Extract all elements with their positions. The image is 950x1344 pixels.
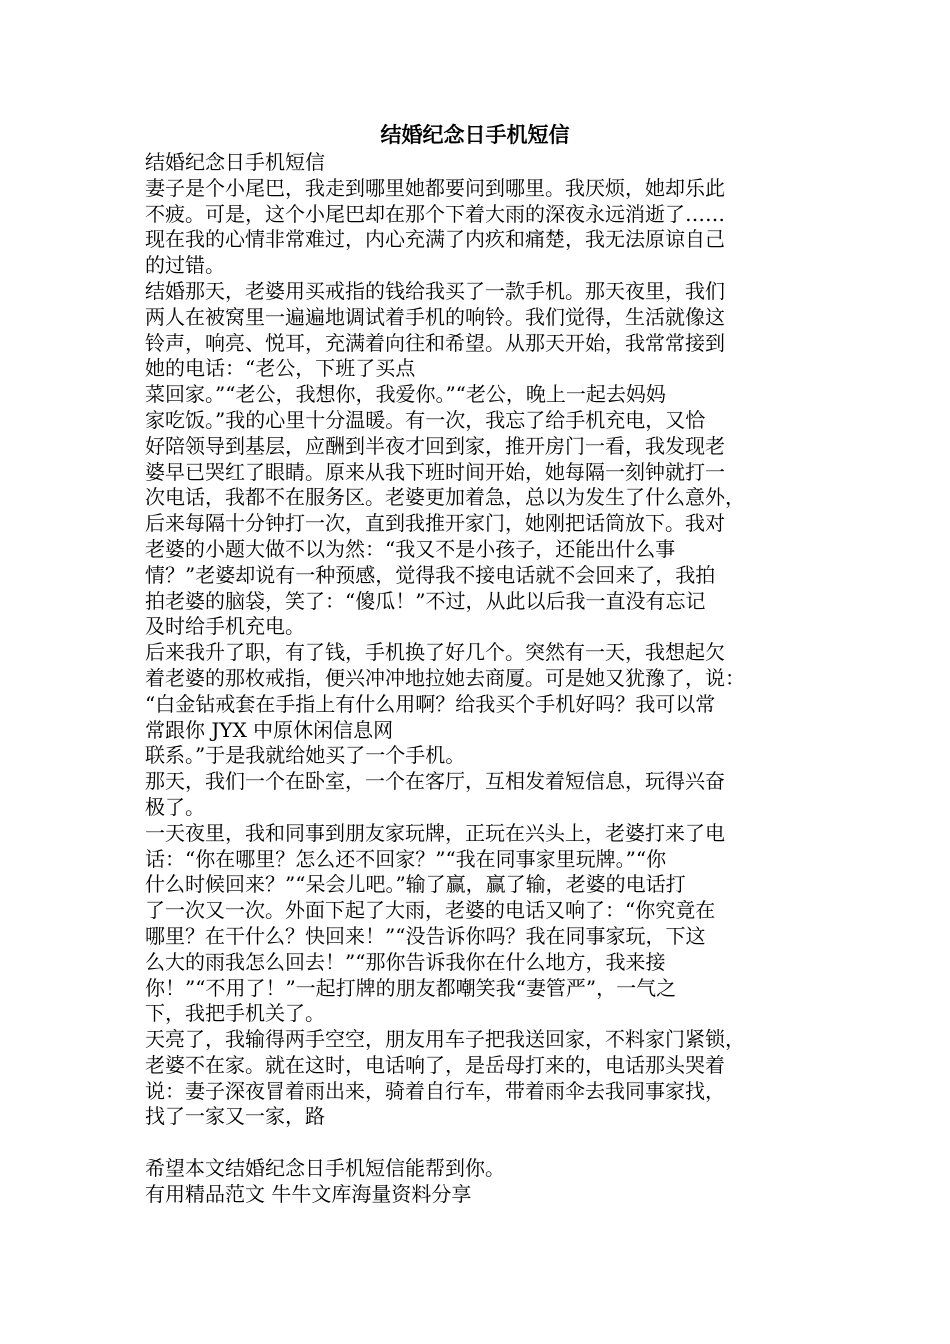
footer-line: 希望本文结婚纪念日手机短信能帮到你。 <box>145 1156 505 1181</box>
body-line: 结婚纪念日手机短信 <box>145 150 325 174</box>
body-line: 她的电话：“老公，下班了买点 <box>145 356 416 381</box>
body-line: 后来我升了职，有了钱，手机换了好几个。突然有一天，我想起欠 <box>145 640 725 665</box>
body-line: 话：“你在哪里？怎么还不回家？”“我在同事家里玩牌。”“你 <box>145 846 667 871</box>
body-line: 一天夜里，我和同事到朋友家玩牌，正玩在兴头上，老婆打来了电 <box>145 820 725 845</box>
body-line: 着老婆的那枚戒指，便兴冲冲地拉她去商厦。可是她又犹豫了，说： <box>145 665 745 690</box>
body-line: 你！”“不用了！”一起打牌的朋友都嘲笑我“妻管严”，一气之 <box>145 975 677 1000</box>
body-line: 那天，我们一个在卧室，一个在客厅，互相发着短信息，玩得兴奋 <box>145 769 725 794</box>
body-line: 常跟你 JYX 中原休闲信息网 <box>145 717 394 742</box>
body-line: 不疲。可是，这个小尾巴却在那个下着大雨的深夜永远消逝了…… <box>145 201 725 226</box>
body-line: 情？”老婆却说有一种预感，觉得我不接电话就不会回来了，我拍 <box>145 562 716 587</box>
body-line: 好陪领导到基层，应酬到半夜才回到家，推开房门一看，我发现老 <box>145 433 725 458</box>
body-line: 哪里？在干什么？快回来！”“没告诉你吗？我在同事家玩，下这 <box>145 923 706 948</box>
body-line: 拍老婆的脑袋，笑了：“傻瓜！”不过，从此以后我一直没有忘记 <box>145 588 706 613</box>
body-line: 及时给手机充电。 <box>145 614 305 639</box>
body-line: 说：妻子深夜冒着雨出来，骑着自行车，带着雨伞去我同事家找， <box>145 1078 725 1103</box>
body-line: 铃声，响亮、悦耳，充满着向往和希望。从那天开始，我常常接到 <box>145 330 725 355</box>
body-line: 老婆不在家。就在这时，电话响了，是岳母打来的，电话那头哭着 <box>145 1052 725 1077</box>
body-line: 现在我的心情非常难过，内心充满了内疚和痛楚，我无法原谅自己 <box>145 227 725 252</box>
body-line: 下，我把手机关了。 <box>145 1001 325 1026</box>
body-line: “白金钻戒套在手指上有什么用啊？给我买个手机好吗？我可以常 <box>145 691 716 716</box>
body-line: 两人在被窝里一遍遍地调试着手机的响铃。我们觉得，生活就像这 <box>145 304 725 329</box>
body-line: 的过错。 <box>145 253 225 278</box>
body-line: 家吃饭。”我的心里十分温暖。有一次，我忘了给手机充电，又恰 <box>145 407 706 432</box>
body-line: 么大的雨我怎么回去！”“那你告诉我你在什么地方，我来接 <box>145 949 666 974</box>
body-line: 天亮了，我输得两手空空，朋友用车子把我送回家，不料家门紧锁， <box>145 1027 745 1052</box>
footer-line: 有用精品范文 牛牛文库海量资料分享 <box>145 1181 472 1206</box>
document-body <box>145 150 805 1208</box>
body-line: 老婆的小题大做不以为然：“我又不是小孩子，还能出什么事 <box>145 536 676 561</box>
body-line: 极了。 <box>145 794 205 819</box>
body-line: 什么时候回来？”“呆会儿吧。”输了赢，赢了输，老婆的电话打 <box>145 872 686 897</box>
body-line: 后来每隔十分钟打一次，直到我推开家门，她刚把话筒放下。我对 <box>145 511 725 536</box>
body-line: 婆早已哭红了眼睛。原来从我下班时间开始，她每隔一刻钟就打一 <box>145 459 725 484</box>
body-line: 菜回家。”“老公，我想你，我爱你。”“老公，晚上一起去妈妈 <box>145 382 666 407</box>
body-line: 妻子是个小尾巴，我走到哪里她都要问到哪里。我厌烦，她却乐此 <box>145 175 725 200</box>
body-line: 找了一家又一家，路 <box>145 1104 325 1129</box>
body-line: 联系。”于是我就给她买了一个手机。 <box>145 743 466 768</box>
document-title: 结婚纪念日手机短信 <box>380 123 570 147</box>
body-line: 次电话，我都不在服务区。老婆更加着急，总以为发生了什么意外， <box>145 485 745 510</box>
paragraph-gap <box>145 1130 805 1156</box>
body-line: 结婚那天，老婆用买戒指的钱给我买了一款手机。那天夜里，我们 <box>145 278 725 303</box>
body-line: 了一次又一次。外面下起了大雨，老婆的电话又响了：“你究竟在 <box>145 898 716 923</box>
